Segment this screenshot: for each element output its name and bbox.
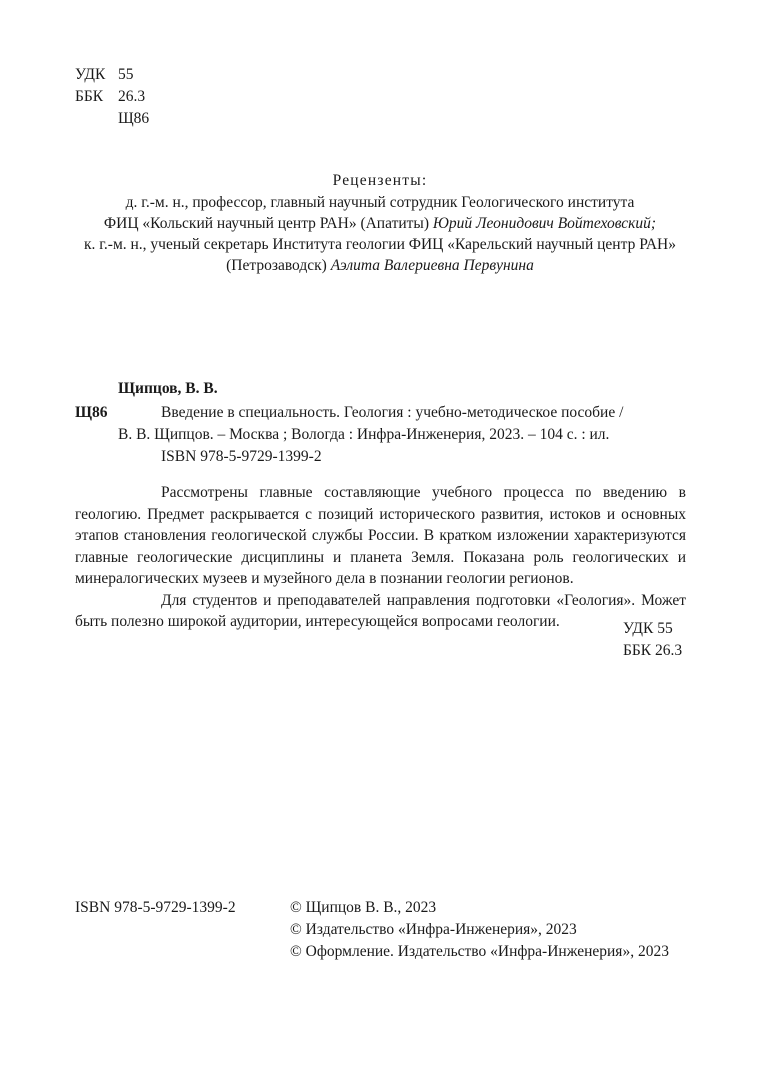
reviewer-line-3: к. г.-м. н., ученый секретарь Института геологии ФИЦ «Карельский научный центр РАН» xyxy=(84,236,676,253)
reviewer-name-2: Аэлита Валериевна Первунина xyxy=(330,257,534,274)
author-heading: Щипцов, В. В. xyxy=(118,380,218,397)
bibliography-line-1: Введение в специальность. Геология : учебно-методическое пособие / xyxy=(161,404,624,421)
reviewer-line-1: д. г.-м. н., профессор, главный научный сотрудник Геологического института xyxy=(125,194,635,211)
copyright-design: © Оформление. Издательство «Инфра-Инженерия», 2023 xyxy=(290,943,669,960)
annotation-paragraph-1: Рассмотрены главные составляющие учебного процесса по введению в геологию. Предмет раскрывается с позиций исторического развития, истоков и основных этапов становления геологической службы России. В кратком изложении характеризуются главные геологические дисциплины и планета Земля. Показана роль геологических и минералогических музеев и музейного дела в познании геологии регионов. xyxy=(75,484,686,587)
reviewer-affiliation-2: (Петрозаводск) xyxy=(226,257,331,274)
annotation-paragraph-2: Для студентов и преподавателей направления подготовки «Геология». Может быть полезно широкой аудитории, интересующейся вопросами геологии. xyxy=(75,591,686,630)
bibliography-isbn: ISBN 978-5-9729-1399-2 xyxy=(161,448,322,465)
index-udk: УДК 55 xyxy=(623,620,673,637)
bibliography-sign: Щ86 xyxy=(75,404,108,421)
reviewer-affiliation-1: ФИЦ «Кольский научный центр РАН» (Апатиты) xyxy=(103,215,433,232)
reviewers-title: Рецензенты: xyxy=(332,172,428,189)
bibliography-line-2: В. В. Щипцов. – Москва ; Вологда : Инфра-Инженерия, 2023. – 104 с. : ил. xyxy=(118,426,610,443)
udk-value: 55 xyxy=(118,66,134,83)
udk-label: УДК xyxy=(75,66,106,83)
index-bbk: ББК 26.3 xyxy=(623,642,683,659)
bbk-label: ББК xyxy=(75,88,104,105)
reviewer-line-4 xyxy=(60,255,700,276)
reviewer-line-2 xyxy=(60,213,700,234)
annotation xyxy=(75,482,686,633)
bbk-value: 26.3 xyxy=(118,88,146,105)
copyright-publisher: © Издательство «Инфра-Инженерия», 2023 xyxy=(290,921,577,938)
footer-isbn: ISBN 978-5-9729-1399-2 xyxy=(75,899,236,916)
copyright-author: © Щипцов В. В., 2023 xyxy=(290,899,437,916)
author-sign: Щ86 xyxy=(118,110,150,127)
reviewer-name-1: Юрий Леонидович Войтеховский; xyxy=(432,215,657,232)
